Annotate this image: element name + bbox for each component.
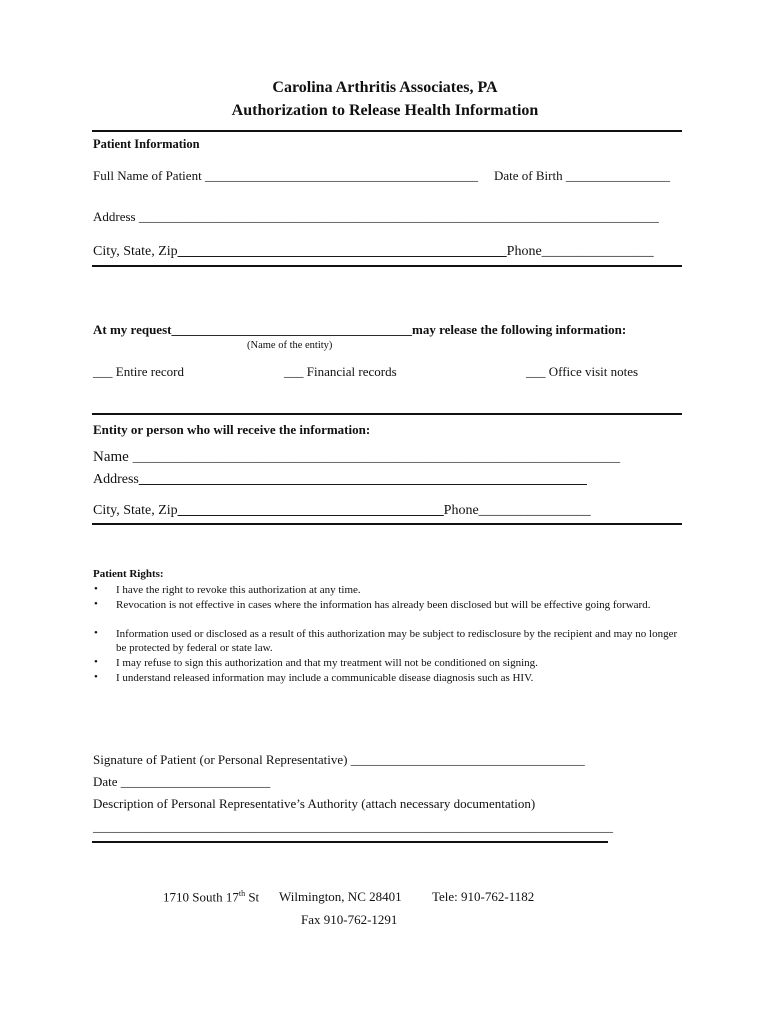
option-entire-record bbox=[93, 364, 184, 380]
entire-record-checkbox[interactable]: ___ bbox=[93, 364, 113, 379]
phone-label: Phone bbox=[506, 244, 542, 259]
address-field[interactable]: ________________________________________________________________________________ bbox=[138, 209, 659, 224]
entity-name-field[interactable]: _____________________________________ bbox=[171, 322, 412, 337]
bullet-icon: • bbox=[94, 671, 98, 683]
recipient-csz-label: City, State, Zip bbox=[93, 503, 178, 518]
recipient-name-row bbox=[93, 449, 620, 466]
office-visit-notes-checkbox[interactable]: ___ bbox=[526, 364, 546, 379]
rights-item: Revocation is not effective in cases where the information has already been disclosed but will be effective going forward. bbox=[116, 599, 651, 611]
signature-row bbox=[93, 752, 585, 768]
recipient-phone-label: Phone bbox=[443, 503, 479, 518]
rights-item: I understand released information may include a communicable disease diagnosis such as HIV. bbox=[116, 672, 534, 684]
signature-divider bbox=[92, 841, 608, 843]
recipient-divider bbox=[92, 523, 682, 525]
street-tail: St bbox=[245, 889, 260, 905]
patient-divider bbox=[92, 265, 682, 267]
form-title: Authorization to Release Health Information bbox=[231, 102, 539, 119]
signature-label: Signature of Patient (or Personal Representative) bbox=[93, 752, 348, 767]
entity-note: (Name of the entity) bbox=[247, 340, 333, 351]
patient-info-heading: Patient Information bbox=[93, 137, 200, 151]
request-divider bbox=[92, 413, 682, 415]
recipient-name-label: Name bbox=[93, 449, 129, 465]
option-office-visit-notes bbox=[526, 364, 638, 380]
recipient-csz-row bbox=[93, 503, 591, 519]
recipient-name-field[interactable]: ___________________________________________________________________________ bbox=[132, 449, 621, 464]
recipient-phone-field[interactable]: ________________ bbox=[478, 503, 591, 518]
address-label: Address bbox=[93, 209, 136, 224]
street-text: 1710 South 17 bbox=[163, 889, 239, 905]
authority-label: Description of Personal Representative’s Authority (attach necessary documentation) bbox=[93, 796, 536, 811]
signature-field[interactable]: ____________________________________ bbox=[350, 752, 585, 767]
footer-street bbox=[163, 889, 259, 905]
csz-row bbox=[93, 244, 654, 260]
entire-record-label: Entire record bbox=[115, 364, 184, 379]
financial-records-label: Financial records bbox=[306, 364, 397, 379]
bullet-icon: • bbox=[94, 598, 98, 610]
rights-item: I may refuse to sign this authorization and that my treatment will not be conditioned on signing. bbox=[116, 657, 538, 669]
recipient-heading: Entity or person who will receive the information: bbox=[93, 422, 371, 437]
bullet-icon: • bbox=[94, 583, 98, 595]
request-lead: At my request bbox=[93, 322, 172, 337]
dob-row bbox=[494, 168, 670, 184]
authority-field[interactable]: ________________________________________________________________________________ bbox=[93, 819, 613, 834]
footer-city: Wilmington, NC 28401 bbox=[279, 889, 402, 904]
date-label: Date bbox=[93, 774, 118, 789]
rights-item: Information used or disclosed as a result of this authorization may be subject to redisclosure by the recipient and may no longer be protected by federal or state law. bbox=[116, 628, 678, 654]
footer-fax: Fax 910-762-1291 bbox=[301, 912, 398, 927]
recipient-address-label: Address bbox=[93, 472, 139, 487]
address-row bbox=[93, 209, 659, 225]
office-visit-notes-label: Office visit notes bbox=[548, 364, 639, 379]
dob-field[interactable]: ________________ bbox=[565, 168, 670, 183]
bullet-icon: • bbox=[94, 627, 98, 639]
bullet-icon: • bbox=[94, 656, 98, 668]
dob-label: Date of Birth bbox=[494, 168, 563, 183]
full-name-label: Full Name of Patient bbox=[93, 168, 202, 183]
rights-item: I have the right to revoke this authorization at any time. bbox=[116, 584, 361, 596]
date-field[interactable]: _______________________ bbox=[120, 774, 271, 789]
csz-label: City, State, Zip bbox=[93, 244, 178, 259]
rights-heading: Patient Rights: bbox=[93, 568, 164, 580]
financial-records-checkbox[interactable]: ___ bbox=[284, 364, 304, 379]
request-tail: may release the following information: bbox=[411, 322, 627, 337]
footer-tel: Tele: 910-762-1182 bbox=[432, 889, 535, 904]
recipient-address-field[interactable]: ________________________________________________________________ bbox=[138, 472, 587, 487]
full-name-field[interactable]: __________________________________________ bbox=[204, 168, 478, 183]
header-divider bbox=[92, 130, 682, 132]
option-financial-records bbox=[284, 364, 397, 380]
street-suffix: th bbox=[238, 889, 246, 898]
phone-field[interactable]: ________________ bbox=[541, 244, 654, 259]
date-row bbox=[93, 774, 270, 790]
full-name-row bbox=[93, 168, 478, 184]
request-row bbox=[93, 322, 626, 338]
org-name: Carolina Arthritis Associates, PA bbox=[272, 79, 498, 96]
recipient-address-row bbox=[93, 472, 587, 488]
csz-field[interactable]: _______________________________________________ bbox=[177, 244, 507, 259]
recipient-csz-field[interactable]: ______________________________________ bbox=[177, 503, 444, 518]
